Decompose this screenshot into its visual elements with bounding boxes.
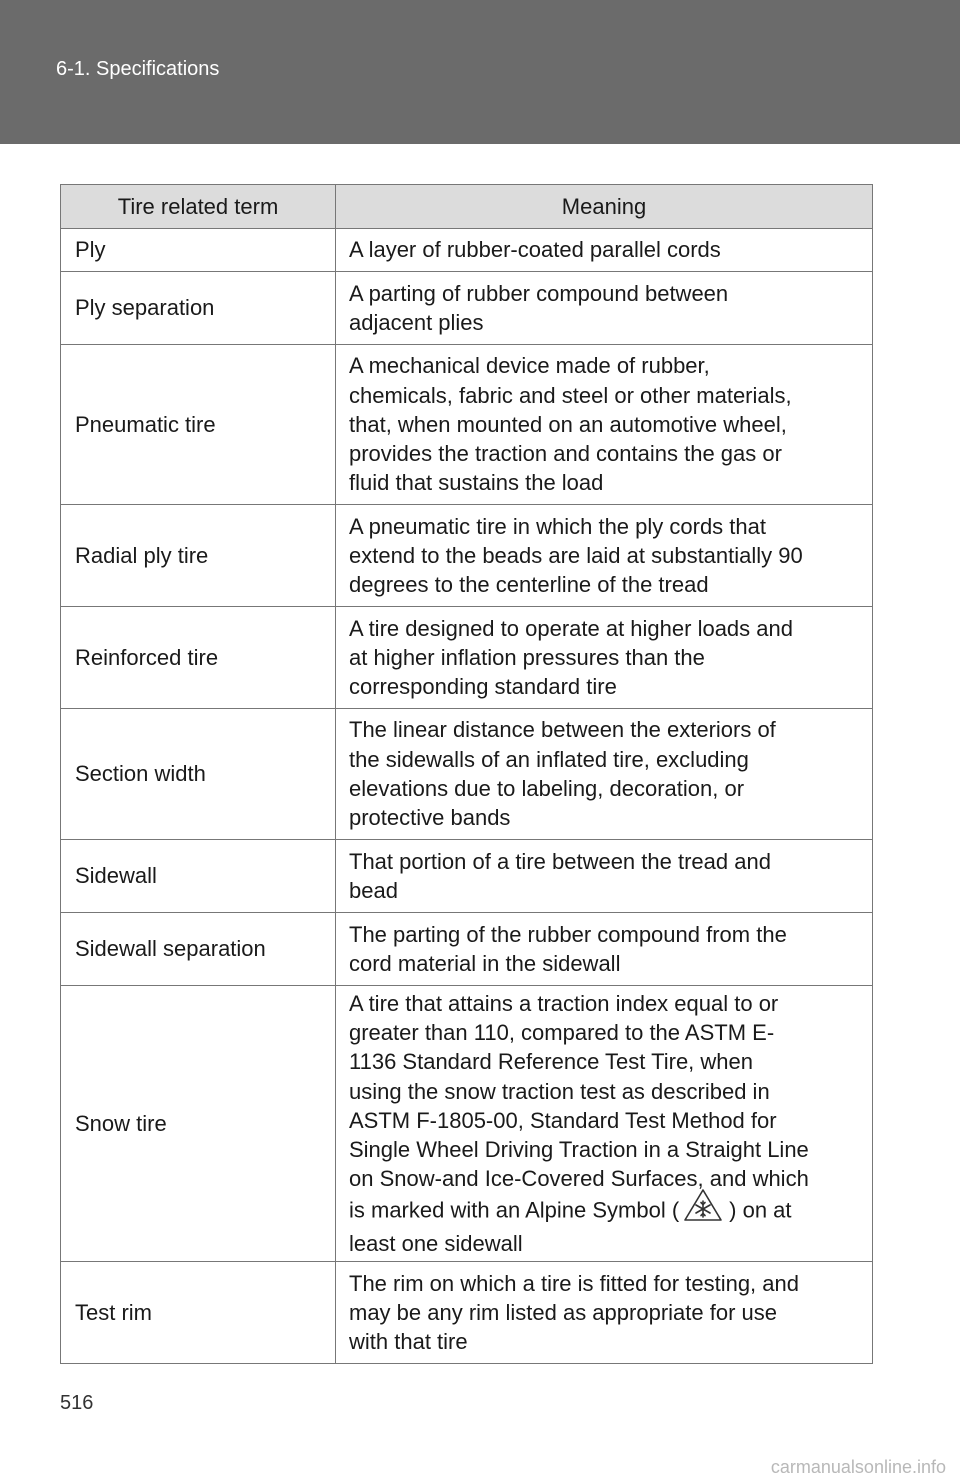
alpine-symbol-icon	[683, 1188, 723, 1229]
meaning-cell	[336, 913, 873, 986]
meaning-cell	[336, 272, 873, 345]
meaning-line: A parting of rubber compound between	[349, 280, 729, 306]
column-header-term: Tire related term	[61, 185, 336, 229]
meaning-text: ) on at	[729, 1197, 792, 1223]
meaning-line: provides the traction and contains the gas or	[349, 441, 782, 467]
meaning-line: The rim on which a tire is fitted for testing, and	[349, 1270, 799, 1296]
table-row	[61, 229, 873, 272]
table-row	[61, 986, 873, 1262]
meaning-line: corresponding standard tire	[349, 674, 617, 700]
table-row	[61, 913, 873, 986]
term-cell: Sidewall separation	[61, 913, 336, 986]
meaning-cell	[336, 986, 873, 1262]
table-header-row	[61, 185, 873, 229]
meaning-line: 1136 Standard Reference Test Tire, when	[349, 1049, 753, 1075]
term-cell: Ply separation	[61, 272, 336, 345]
term-cell: Sidewall	[61, 840, 336, 913]
table-row	[61, 607, 873, 709]
meaning-line: greater than 110, compared to the ASTM E-	[349, 1019, 775, 1045]
meaning-line: A tire designed to operate at higher loads and	[349, 615, 793, 641]
meaning-line: may be any rim listed as appropriate for use	[349, 1299, 777, 1325]
meaning-cell	[336, 505, 873, 607]
table-row	[61, 709, 873, 840]
meaning-line: at higher inflation pressures than the	[349, 644, 705, 670]
meaning-line: The linear distance between the exteriors of	[349, 717, 776, 743]
meaning-line: A pneumatic tire in which the ply cords that	[349, 513, 766, 539]
table-row	[61, 505, 873, 607]
meaning-cell	[336, 709, 873, 840]
meaning-line: least one sidewall	[349, 1231, 523, 1257]
table-row	[61, 345, 873, 505]
meaning-line: bead	[349, 878, 398, 903]
meaning-line: with that tire	[349, 1329, 468, 1355]
table-row	[61, 272, 873, 345]
table-row	[61, 840, 873, 913]
meaning-line: cord material in the sidewall	[349, 951, 621, 976]
header-band	[0, 0, 960, 144]
meaning-line: ASTM F-1805-00, Standard Test Method for	[349, 1107, 777, 1133]
table-row	[61, 1262, 873, 1364]
term-cell: Ply	[61, 229, 336, 272]
tire-terms-table	[60, 184, 873, 1364]
meaning-line: extend to the beads are laid at substantially 90	[349, 542, 803, 568]
watermark: carmanualsonline.info	[770, 1457, 946, 1477]
meaning-line: degrees to the centerline of the tread	[349, 572, 709, 598]
term-cell: Pneumatic tire	[61, 345, 336, 505]
meaning-line: protective bands	[349, 805, 511, 831]
meaning-line: Single Wheel Driving Traction in a Straight Line	[349, 1137, 809, 1163]
meaning-line: adjacent plies	[349, 310, 484, 335]
meaning-cell	[336, 1262, 873, 1364]
term-cell: Section width	[61, 709, 336, 840]
term-cell: Snow tire	[61, 986, 336, 1262]
meaning-line: A mechanical device made of rubber,	[349, 353, 710, 379]
meaning-line: that, when mounted on an automotive wheel,	[349, 411, 787, 437]
meaning-line: fluid that sustains the load	[349, 470, 604, 496]
meaning-line: A tire that attains a traction index equal to or	[349, 990, 779, 1016]
meaning-cell	[336, 229, 873, 272]
meaning-line: A layer of rubber-coated parallel cords	[349, 237, 721, 263]
term-cell: Reinforced tire	[61, 607, 336, 709]
meaning-line: on Snow-and Ice-Covered Surfaces, and which	[349, 1166, 809, 1192]
meaning-line: the sidewalls of an inflated tire, excluding	[349, 746, 749, 772]
column-header-meaning: Meaning	[336, 185, 873, 229]
meaning-line: chemicals, fabric and steel or other materials,	[349, 382, 792, 408]
term-cell: Radial ply tire	[61, 505, 336, 607]
meaning-line: elevations due to labeling, decoration, or	[349, 776, 745, 801]
meaning-line: The parting of the rubber compound from the	[349, 921, 787, 947]
page-number: 516	[60, 1392, 94, 1414]
section-label: 6-1. Specifications	[56, 58, 220, 80]
meaning-line: using the snow traction test as described in	[349, 1078, 770, 1104]
term-cell: Test rim	[61, 1262, 336, 1364]
meaning-cell	[336, 840, 873, 913]
meaning-line-with-icon	[349, 1194, 864, 1229]
meaning-cell	[336, 345, 873, 505]
meaning-line: That portion of a tire between the tread and	[349, 848, 771, 874]
meaning-cell	[336, 607, 873, 709]
meaning-text: is marked with an Alpine Symbol (	[349, 1197, 680, 1223]
